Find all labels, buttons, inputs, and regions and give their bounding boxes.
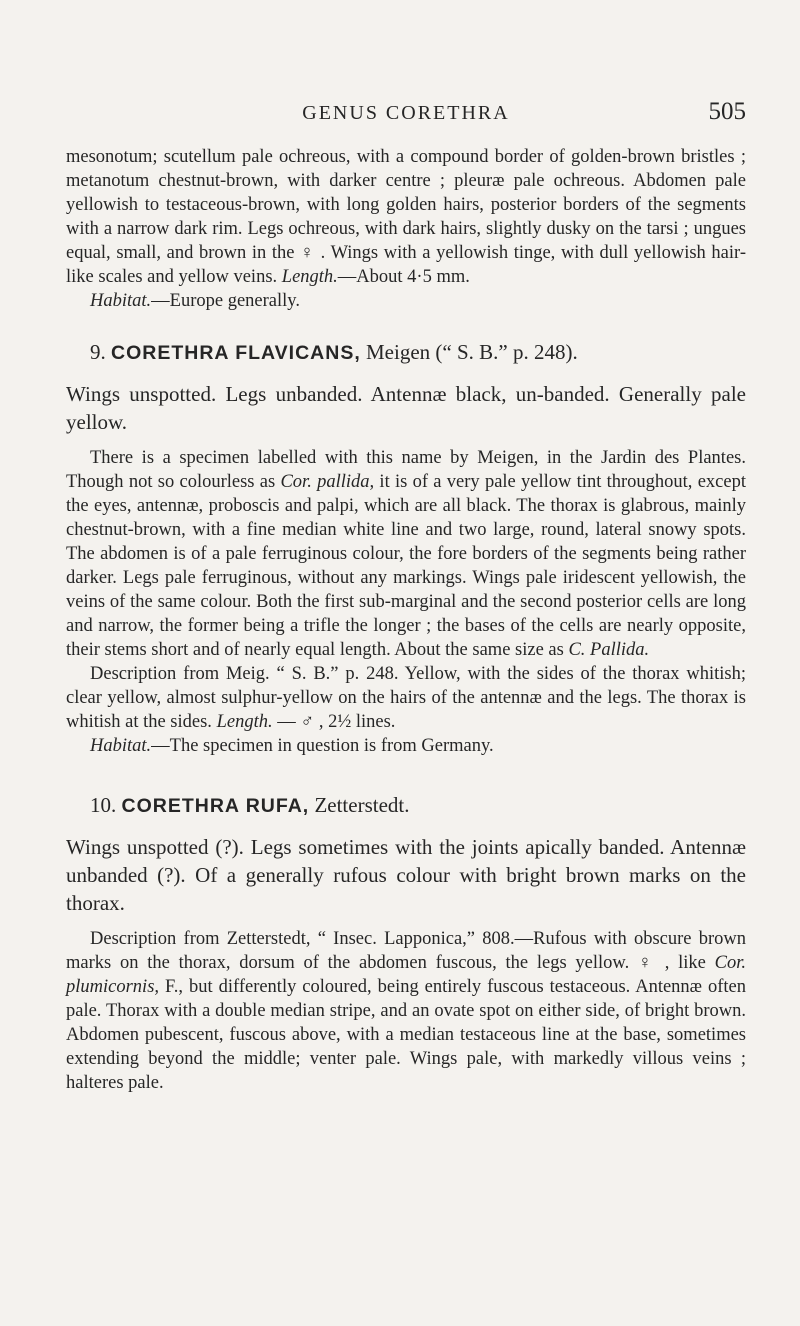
flavicans-paragraph-1 [66, 446, 746, 662]
rufa-paragraph-1 [66, 927, 746, 1095]
text-run: F., but differently coloured, being entirely fuscous testaceous. Antennæ often pale. Thorax with a double median stripe, and an ovate spot on either side, of bright brown. Abdomen pubescent, fuscous above, with a median testaceous line at the base, sometimes extending beyond the middle; venter pale. Wings pale, with markedly villous veins ; halteres pale. [66, 977, 746, 1093]
running-title: GENUS CORETHRA [302, 102, 510, 124]
length-label: Length. [281, 267, 338, 287]
length-value: —About 4·5 mm. [337, 267, 470, 287]
flavicans-habitat [66, 734, 746, 758]
species-diagnosis-flavicans: Wings unspotted. Legs unbanded. Antennæ black, un-banded. Generally pale yellow. [66, 382, 746, 434]
intro-habitat [66, 289, 746, 313]
species-heading-rufa [66, 792, 746, 819]
flavicans-paragraph-2 [66, 662, 746, 734]
intro-text: mesonotum; scutellum pale ochreous, with a compound border of golden-brown bristles ; metanotum chestnut-brown, with darker centre ; pleuræ pale ochreous. Abdomen pale yellowish to testaceous-brown, with long golden hairs, posterior borders of the segments with a narrow dark rim. Legs ochreous, with dark hairs, slightly dusky on the tarsi ; ungues equal, small, and brown in the ♀ . Wings with a yellowish tinge, with dull yellowish hair-like scales and yellow veins. [66, 147, 746, 287]
italic-run: C. Pallida. [568, 640, 650, 660]
length-label: Length. [216, 712, 273, 732]
text-run: Description from Meig. “ S. B.” p. 248. Yellow, with the sides of the thorax whitish; clear yellow, almost sulphur-yellow on the hairs of the antennæ and the legs. The thorax is whitish at the sides. [66, 664, 746, 732]
species-heading-flavicans [66, 339, 746, 366]
page-number: 505 [708, 98, 746, 125]
species-number: 10. [90, 793, 117, 817]
text-run: it is of a very pale yellow tint throughout, except the eyes, antennæ, proboscis and palpi, which are all black. The thorax is glabrous, mainly chestnut-brown, with a fine median white line and two large, round, lateral snowy spots. The abdomen is of a pale ferruginous colour, the fore borders of the segments being rather darker. Legs pale ferruginous, without any markings. Wings pale iridescent yellowish, the veins of the same colour. Both the first sub-marginal and the second posterior cells are long and narrow, the former being a trifle the longer ; the bases of the cells are nearly opposite, their stems short and of nearly equal length. About the same size as [66, 472, 746, 660]
habitat-value: —The specimen in question is from Germany. [151, 736, 494, 756]
text-run: Description from Zetterstedt, “ Insec. Lapponica,” 808.—Rufous with obscure brown marks on the thorax, dorsum of the abdomen fuscous, the legs yellow. ♀ , like [66, 929, 746, 973]
species-number: 9. [90, 340, 106, 364]
intro-paragraph [66, 145, 746, 289]
page-body [66, 145, 746, 1095]
species-name: CORETHRA FLAVICANS, [111, 342, 361, 364]
species-authority: Meigen (“ S. B.” p. 248). [366, 340, 578, 364]
italic-run: Cor. pallida, [280, 472, 375, 492]
running-head [66, 98, 746, 128]
species-name: CORETHRA RUFA, [121, 795, 310, 817]
habitat-label: Habitat. [90, 291, 152, 311]
species-authority: Zetterstedt. [314, 793, 410, 817]
italic-run: Cor. plumicornis, [66, 953, 746, 997]
length-value: — ♂ , 2½ lines. [272, 712, 396, 732]
habitat-label: Habitat. [90, 736, 152, 756]
species-diagnosis-rufa: Wings unspotted (?). Legs sometimes with the joints apically banded. Antennæ unbanded (?). Of a generally rufous colour with bright brown marks on the thorax. [66, 835, 746, 915]
text-run: There is a specimen labelled with this name by Meigen, in the Jardin des Plantes. Though not so colourless as [66, 448, 746, 492]
habitat-value: —Europe generally. [151, 291, 300, 311]
